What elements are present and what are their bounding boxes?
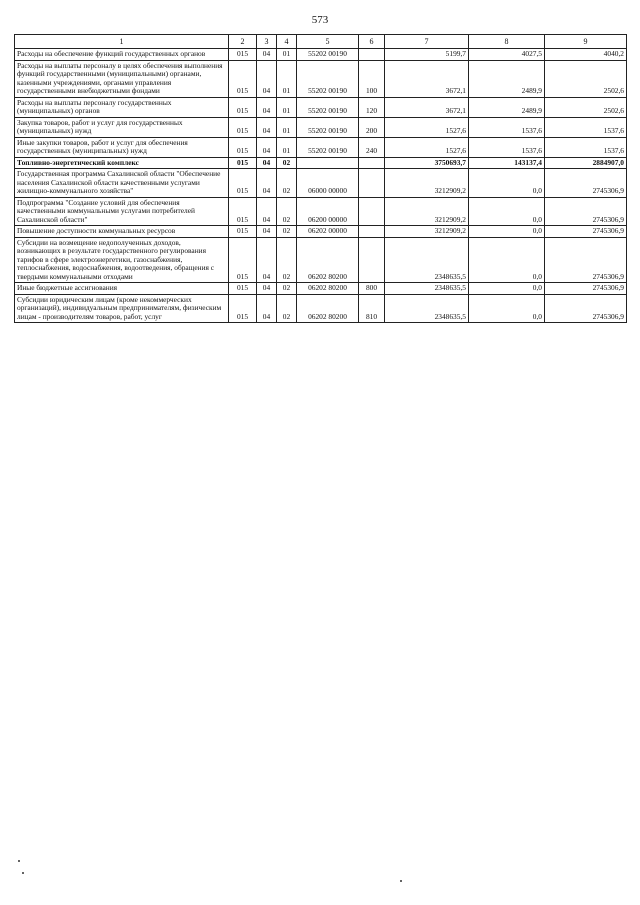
row-cell-8: 143137,4 (469, 157, 545, 169)
header-cell: 1 (15, 35, 229, 49)
row-cell-9: 2502,6 (545, 60, 627, 97)
row-cell-2: 015 (229, 60, 257, 97)
row-cell-4: 01 (277, 60, 297, 97)
row-cell-7: 3672,1 (385, 97, 469, 117)
row-cell-5 (297, 157, 359, 169)
row-cell-3: 04 (257, 283, 277, 295)
table-row (15, 197, 627, 226)
row-cell-6 (359, 197, 385, 226)
row-cell-8: 1537,6 (469, 137, 545, 157)
header-cell: 4 (277, 35, 297, 49)
row-cell-4: 02 (277, 169, 297, 198)
row-cell-7: 2348635,5 (385, 237, 469, 283)
row-cell-2: 015 (229, 117, 257, 137)
row-cell-7: 5199,7 (385, 49, 469, 61)
header-cell: 2 (229, 35, 257, 49)
row-cell-9: 2884907,0 (545, 157, 627, 169)
header-row (15, 35, 627, 49)
row-cell-6 (359, 226, 385, 238)
row-cell-8: 2489,9 (469, 60, 545, 97)
row-cell-3: 04 (257, 97, 277, 117)
row-cell-3: 04 (257, 157, 277, 169)
row-cell-4: 02 (277, 226, 297, 238)
row-name-cell: Топливно-энергетический комплекс (15, 157, 229, 169)
row-cell-4: 02 (277, 283, 297, 295)
row-cell-5: 55202 00190 (297, 117, 359, 137)
row-cell-8: 0,0 (469, 169, 545, 198)
row-name-cell: Расходы на обеспечение функций государственных органов (15, 49, 229, 61)
row-name-cell: Подпрограмма "Создание условий для обеспечения качественными коммунальными услугами потребителей Сахалинской области" (15, 197, 229, 226)
row-cell-3: 04 (257, 169, 277, 198)
row-cell-4: 01 (277, 97, 297, 117)
row-cell-3: 04 (257, 60, 277, 97)
row-cell-7: 3672,1 (385, 60, 469, 97)
row-name-cell: Закупка товаров, работ и услуг для государственных (муниципальных) нужд (15, 117, 229, 137)
row-name-cell: Субсидии юридическим лицам (кроме некоммерческих организаций), индивидуальным предпринимателям, физическим лицам - производителям товаров, работ, услуг (15, 294, 229, 323)
row-cell-7: 2348635,5 (385, 294, 469, 323)
header-cell: 6 (359, 35, 385, 49)
row-cell-7: 3212909,2 (385, 197, 469, 226)
row-cell-5: 55202 00190 (297, 137, 359, 157)
row-cell-6: 810 (359, 294, 385, 323)
row-cell-6 (359, 49, 385, 61)
table-row (15, 226, 627, 238)
row-cell-9: 2745306,9 (545, 237, 627, 283)
budget-table (14, 34, 627, 323)
row-cell-3: 04 (257, 294, 277, 323)
row-cell-5: 55202 00190 (297, 97, 359, 117)
row-cell-8: 0,0 (469, 226, 545, 238)
header-cell: 5 (297, 35, 359, 49)
table-row (15, 169, 627, 198)
row-cell-9: 4040,2 (545, 49, 627, 61)
row-cell-9: 2745306,9 (545, 226, 627, 238)
row-cell-2: 015 (229, 294, 257, 323)
row-cell-3: 04 (257, 197, 277, 226)
row-cell-4: 02 (277, 197, 297, 226)
row-cell-3: 04 (257, 117, 277, 137)
row-cell-6: 120 (359, 97, 385, 117)
row-name-cell: Государственная программа Сахалинской области "Обеспечение населения Сахалинской области качественными услугами жилищно-коммунального хозяйства" (15, 169, 229, 198)
row-cell-6: 100 (359, 60, 385, 97)
row-cell-8: 0,0 (469, 237, 545, 283)
table-row (15, 157, 627, 169)
row-name-cell: Субсидии на возмещение недополученных доходов, возникающих в результате государственного регулирования тарифов в сфере электроэнергетики, газоснабжения, теплоснабжения, водоснабжения, водоотведения, обращения с твердыми коммунальными отходами (15, 237, 229, 283)
row-cell-9: 2745306,9 (545, 283, 627, 295)
row-cell-6 (359, 157, 385, 169)
row-cell-2: 015 (229, 197, 257, 226)
row-cell-6 (359, 237, 385, 283)
table-row (15, 49, 627, 61)
table-row (15, 294, 627, 323)
row-cell-4: 02 (277, 157, 297, 169)
table-row (15, 60, 627, 97)
row-cell-2: 015 (229, 157, 257, 169)
table-row (15, 283, 627, 295)
row-cell-5: 06200 00000 (297, 197, 359, 226)
row-cell-9: 2745306,9 (545, 294, 627, 323)
row-name-cell: Расходы на выплаты персоналу в целях обеспечения выполнения функций государственными (муниципальными) органами, казенными учреждениями, органами управления государственными внебюджетными фондами (15, 60, 229, 97)
row-cell-8: 0,0 (469, 294, 545, 323)
header-cell: 7 (385, 35, 469, 49)
row-cell-8: 1537,6 (469, 117, 545, 137)
row-cell-4: 01 (277, 137, 297, 157)
row-cell-3: 04 (257, 49, 277, 61)
row-cell-5: 06202 80200 (297, 283, 359, 295)
row-name-cell: Иные закупки товаров, работ и услуг для обеспечения государственных (муниципальных) нужд (15, 137, 229, 157)
row-cell-4: 02 (277, 294, 297, 323)
row-cell-7: 3750693,7 (385, 157, 469, 169)
row-cell-7: 3212909,2 (385, 169, 469, 198)
row-cell-7: 2348635,5 (385, 283, 469, 295)
row-cell-2: 015 (229, 97, 257, 117)
row-cell-6 (359, 169, 385, 198)
row-cell-8: 0,0 (469, 283, 545, 295)
row-cell-8: 2489,9 (469, 97, 545, 117)
row-cell-2: 015 (229, 137, 257, 157)
table-row (15, 237, 627, 283)
table-row (15, 117, 627, 137)
row-cell-6: 240 (359, 137, 385, 157)
row-name-cell: Повышение доступности коммунальных ресурсов (15, 226, 229, 238)
row-cell-4: 01 (277, 49, 297, 61)
row-cell-5: 06000 00000 (297, 169, 359, 198)
row-cell-5: 55202 00190 (297, 49, 359, 61)
row-cell-2: 015 (229, 283, 257, 295)
row-cell-8: 4027,5 (469, 49, 545, 61)
row-cell-8: 0,0 (469, 197, 545, 226)
row-cell-9: 2502,6 (545, 97, 627, 117)
row-cell-9: 1537,6 (545, 137, 627, 157)
row-cell-3: 04 (257, 226, 277, 238)
row-cell-2: 015 (229, 226, 257, 238)
row-cell-7: 1527,6 (385, 117, 469, 137)
row-cell-5: 06202 80200 (297, 237, 359, 283)
row-cell-5: 55202 00190 (297, 60, 359, 97)
row-cell-2: 015 (229, 237, 257, 283)
row-cell-4: 01 (277, 117, 297, 137)
row-cell-3: 04 (257, 237, 277, 283)
row-cell-7: 1527,6 (385, 137, 469, 157)
row-cell-5: 06202 00000 (297, 226, 359, 238)
scan-speck (22, 872, 24, 874)
page-number: 573 (311, 14, 329, 26)
row-name-cell: Иные бюджетные ассигнования (15, 283, 229, 295)
row-cell-3: 04 (257, 137, 277, 157)
row-cell-6: 200 (359, 117, 385, 137)
header-cell: 8 (469, 35, 545, 49)
row-cell-2: 015 (229, 49, 257, 61)
row-cell-9: 2745306,9 (545, 169, 627, 198)
row-cell-7: 3212909,2 (385, 226, 469, 238)
scan-speck (400, 880, 402, 882)
table-row (15, 97, 627, 117)
row-cell-9: 1537,6 (545, 117, 627, 137)
header-cell: 3 (257, 35, 277, 49)
table-body (15, 49, 627, 323)
row-cell-2: 015 (229, 169, 257, 198)
table-row (15, 137, 627, 157)
row-cell-9: 2745306,9 (545, 197, 627, 226)
row-cell-6: 800 (359, 283, 385, 295)
row-cell-4: 02 (277, 237, 297, 283)
row-cell-5: 06202 80200 (297, 294, 359, 323)
row-name-cell: Расходы на выплаты персоналу государственных (муниципальных) органов (15, 97, 229, 117)
header-cell: 9 (545, 35, 627, 49)
scan-speck (18, 860, 20, 862)
